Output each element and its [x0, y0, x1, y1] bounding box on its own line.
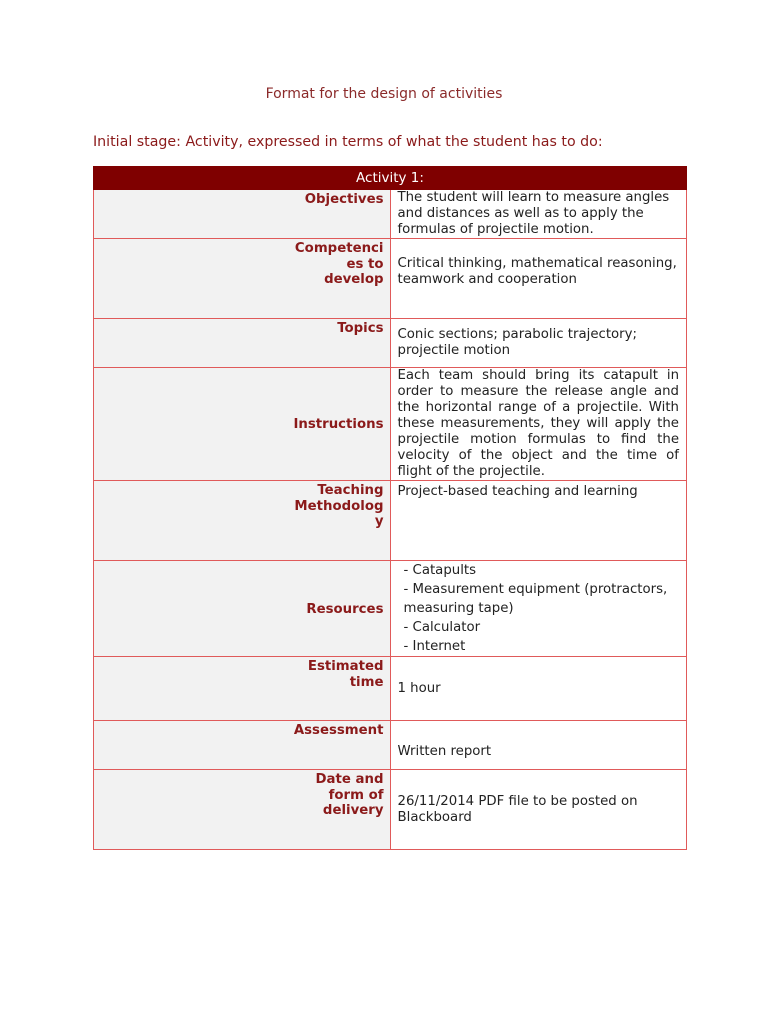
stage-heading: Initial stage: Activity, expressed in terms of what the student has to do: — [93, 134, 603, 150]
label-line: Teaching — [317, 483, 384, 498]
table-row-estimated-time — [94, 657, 687, 721]
row-label-topics — [94, 319, 391, 368]
label-line: delivery — [322, 803, 384, 818]
table-row-assessment — [94, 721, 687, 770]
row-label-assessment — [94, 721, 391, 770]
document-title: Format for the design of activities — [265, 86, 503, 102]
label-line: Objectives — [304, 192, 384, 207]
list-item: - Catapults — [404, 561, 680, 580]
table-row-resources — [94, 561, 687, 657]
activity-table — [93, 166, 687, 850]
row-label-delivery — [94, 770, 391, 850]
table-row-instructions — [94, 368, 687, 481]
row-value-competencies: Critical thinking, mathematical reasoning, teamwork and cooperation — [390, 239, 687, 319]
row-value-objectives: The student will learn to measure angles and distances as well as to apply the formulas of projectile motion. — [390, 190, 687, 239]
row-label-estimated-time — [94, 657, 391, 721]
table-row-delivery — [94, 770, 687, 850]
label-line: Topics — [337, 321, 384, 336]
table-row-competencies — [94, 239, 687, 319]
row-value-delivery: 26/11/2014 PDF file to be posted on Blackboard — [390, 770, 687, 850]
label-line: Instructions — [293, 417, 384, 433]
label-line: es to — [346, 256, 384, 272]
row-value-assessment: Written report — [390, 721, 687, 770]
label-line: y — [374, 514, 384, 529]
list-item: - Measurement equipment (protractors, measuring tape) — [404, 580, 680, 618]
row-label-competencies — [94, 239, 391, 319]
label-line: Competenci — [294, 241, 384, 256]
row-label-instructions — [94, 368, 391, 481]
row-value-instructions: Each team should bring its catapult in order to measure the release angle and the horizontal range of a projectile. With these measurements, they will apply the projectile motion formulas to find the velocity of the object and the time of flight of the projectile. — [390, 368, 687, 481]
table-header-row — [94, 167, 687, 190]
row-label-objectives — [94, 190, 391, 239]
row-value-topics: Conic sections; parabolic trajectory; projectile motion — [390, 319, 687, 368]
list-item: - Calculator — [404, 618, 680, 637]
label-line: Methodolog — [294, 498, 384, 514]
table-row-topics — [94, 319, 687, 368]
resources-list — [398, 561, 680, 656]
row-value-estimated-time: 1 hour — [390, 657, 687, 721]
table-row-methodology — [94, 481, 687, 561]
label-line: develop — [324, 272, 384, 287]
label-line: Assessment — [293, 723, 384, 738]
table-row-objectives — [94, 190, 687, 239]
label-line: form of — [328, 787, 384, 803]
list-item: - Internet — [404, 637, 680, 656]
row-label-methodology — [94, 481, 391, 561]
label-line: Date and — [315, 772, 384, 787]
activity-header: Activity 1: — [94, 167, 687, 190]
label-line: Resources — [306, 601, 384, 617]
row-value-methodology: Project-based teaching and learning — [390, 481, 687, 561]
row-value-resources — [390, 561, 687, 657]
label-line: Estimated — [307, 659, 384, 674]
row-label-resources — [94, 561, 391, 657]
label-line: time — [349, 674, 384, 690]
